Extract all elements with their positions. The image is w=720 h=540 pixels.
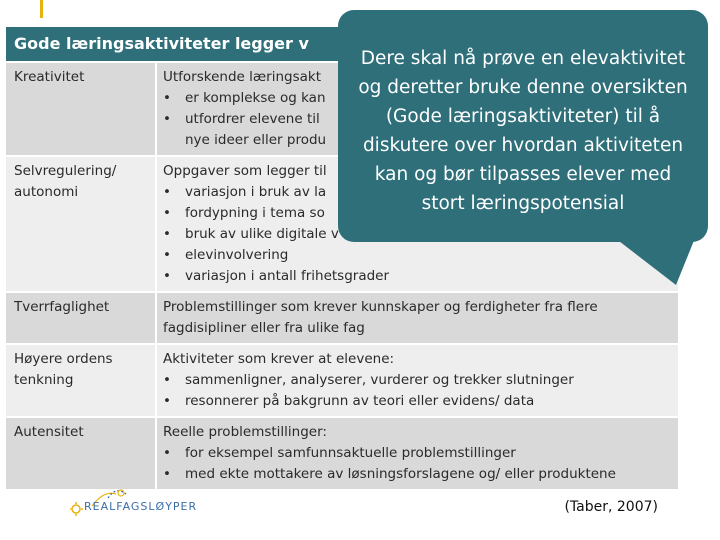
bullet-text: sammenligner, analyserer, vurderer og trekker slutninger: [185, 372, 574, 388]
description-cell: [155, 418, 678, 489]
bullet-icon: •: [163, 205, 171, 221]
category-label: Høyere ordens: [14, 351, 113, 367]
bullet-icon: •: [163, 445, 171, 461]
description-text: fagdisipliner eller fra ulike fag: [163, 320, 365, 336]
bullet-item: [163, 443, 672, 464]
table-row: [6, 345, 678, 418]
callout-line: (Gode læringsaktiviteter) til å: [385, 106, 661, 127]
bullet-item: [163, 464, 672, 485]
description-cell: [155, 345, 678, 416]
bullet-item: [163, 266, 672, 287]
callout-text: [338, 44, 708, 218]
logo-text: REALFAGSLØYPER: [84, 500, 198, 513]
category-label: autonomi: [14, 184, 79, 200]
bullet-icon: •: [163, 184, 171, 200]
accent-mark: [40, 0, 43, 18]
bullet-text: med ekte mottakere av løsningsforslagene og/ eller produktene: [185, 466, 616, 482]
category-cell: [6, 418, 155, 489]
bullet-text: utfordrer elevene til: [185, 111, 320, 127]
table-row: [6, 418, 678, 491]
bullet-text: er komplekse og kan: [185, 90, 326, 106]
bullet-text: variasjon i bruk av la: [185, 184, 327, 200]
category-label: Tverrfaglighet: [14, 299, 110, 315]
bullet-icon: •: [163, 393, 171, 409]
bullet-icon: •: [163, 226, 171, 242]
bullet-item: [163, 391, 672, 412]
description-cell: [155, 293, 678, 343]
description-text: Oppgaver som legger til: [163, 163, 327, 179]
bullet-text: for eksempel samfunnsaktuelle problemstillinger: [185, 445, 516, 461]
bullet-text: resonnerer på bakgrunn av teori eller evidens/ data: [185, 393, 535, 409]
bullet-icon: •: [163, 111, 171, 127]
description-text: Reelle problemstillinger:: [163, 424, 327, 440]
category-cell: [6, 157, 155, 291]
bullet-item: [163, 370, 672, 391]
category-label: Kreativitet: [14, 69, 85, 85]
description-text: Problemstillinger som krever kunnskaper og ferdigheter fra flere: [163, 299, 598, 315]
callout-line: diskutere over hvordan aktiviteten: [362, 135, 684, 156]
citation: (Taber, 2007): [564, 499, 658, 515]
table-title: Gode læringsaktiviteter legger v: [6, 27, 678, 63]
description-text: nye ideer eller produ: [185, 132, 327, 148]
bullet-text: variasjon i antall frihetsgrader: [185, 268, 390, 284]
bullet-text: bruk av ulike digitale v: [185, 226, 339, 242]
bullet-item: [163, 245, 672, 266]
category-cell: [6, 293, 155, 343]
bullet-icon: •: [163, 268, 171, 284]
category-cell: [6, 345, 155, 416]
callout-line: stort læringspotensial: [421, 193, 625, 214]
bullet-icon: •: [163, 372, 171, 388]
description-text: Aktiviteter som krever at elevene:: [163, 351, 395, 367]
callout-line: kan og bør tilpasses elever med: [374, 164, 672, 185]
bullet-icon: •: [163, 247, 171, 263]
callout-line: og deretter bruke denne oversikten: [358, 77, 688, 98]
callout-bubble: [338, 10, 708, 242]
callout-line: Dere skal nå prøve en elevaktivitet: [360, 48, 686, 69]
table-row: [6, 293, 678, 345]
category-label: tenkning: [14, 372, 74, 388]
category-label: Autensitet: [14, 424, 84, 440]
category-cell: [6, 63, 155, 155]
category-label: Selvregulering/: [14, 163, 117, 179]
bullet-text: elevinvolvering: [185, 247, 289, 263]
bullet-icon: •: [163, 466, 171, 482]
bullet-text: fordypning i tema so: [185, 205, 325, 221]
bullet-icon: •: [163, 90, 171, 106]
description-text: Utforskende læringsakt: [163, 69, 321, 85]
